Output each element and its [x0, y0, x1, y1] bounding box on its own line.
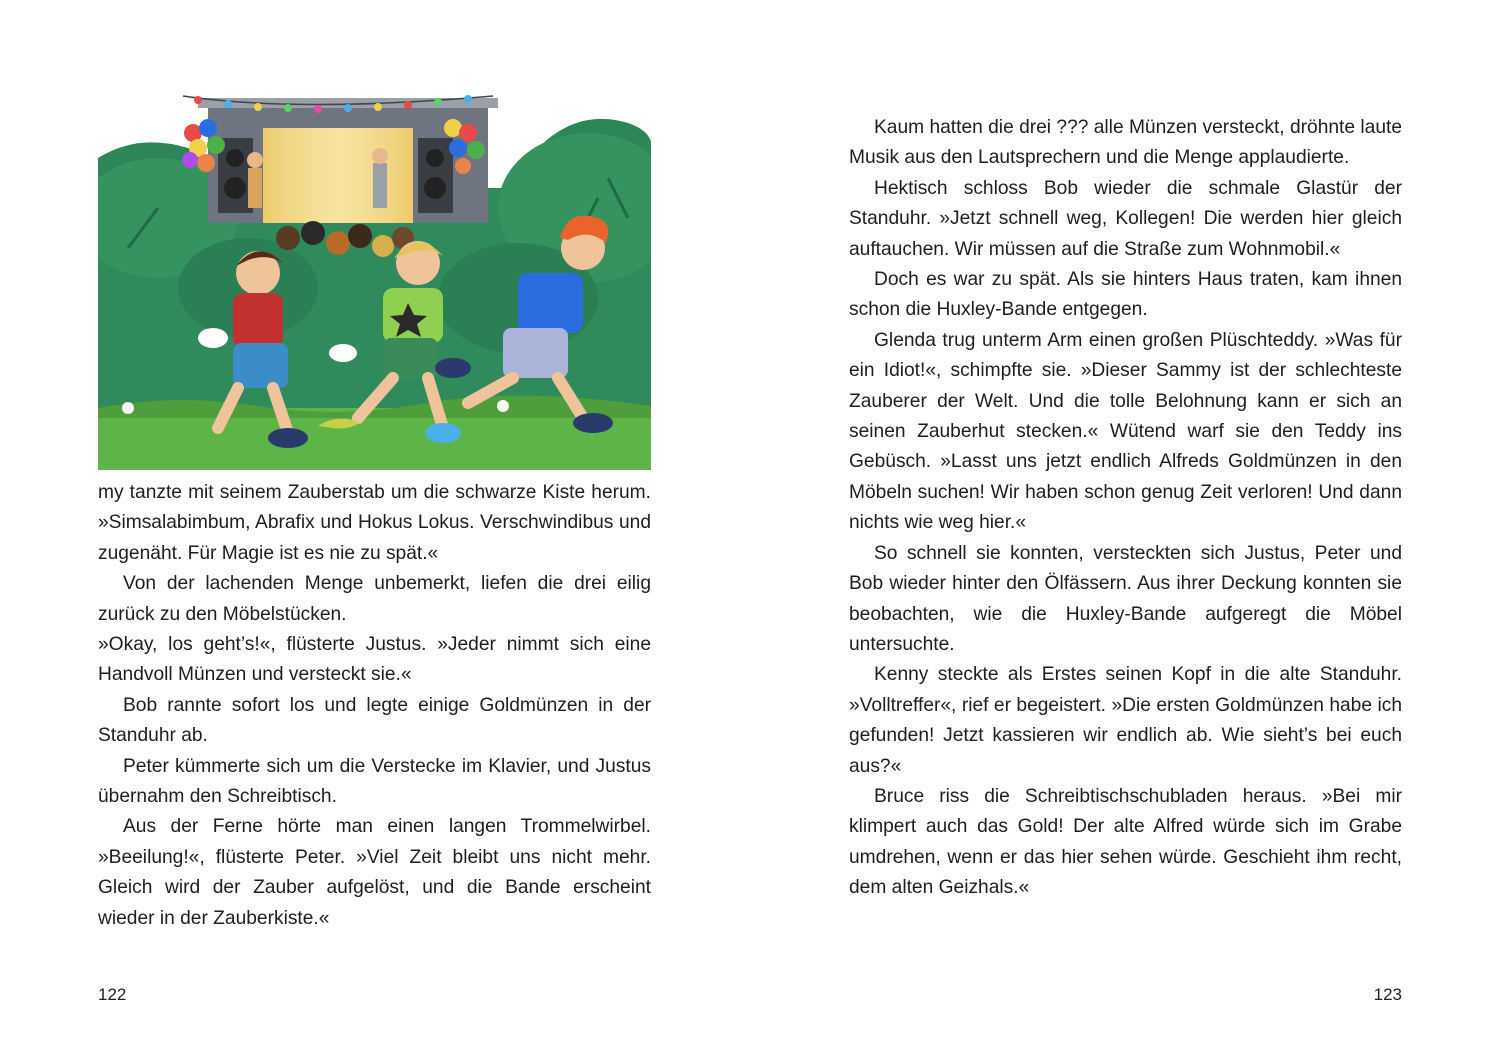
paragraph: Glenda trug unterm Arm einen großen Plüschteddy. »Was für ein Idiot!«, schimpfte sie. »Dieser Sammy ist der schlechteste Zauberer der Welt. Und die tolle Belohnung kann er sich an seinen Zauberhut stecken.« Wütend warf sie den Teddy ins Gebüsch. »Lasst uns jetzt endlich Alfreds Goldmünzen in den Möbeln suchen! Wir haben schon genug Zeit verloren! Und dann nichts wie weg hier.« [849, 329, 1402, 534]
paragraph: Peter kümmerte sich um die Verstecke im Klavier, und Justus übernahm den Schreibtisch. [98, 755, 651, 808]
paragraph: my tanzte mit seinem Zauberstab um die schwarze Kiste herum. »Simsalabimbum, Abrafix und Hokus Lokus. Verschwindibus und zugenäht. Für Magie ist es nie zu spät.« [98, 482, 651, 564]
page-number-left: 122 [98, 985, 127, 1004]
paragraph: Von der lachenden Menge unbemerkt, liefen die drei eilig zurück zu den Möbelstücken. [98, 573, 651, 625]
paragraph: So schnell sie konnten, versteckten sich Justus, Peter und Bob wieder hinter den Ölfässern. Aus ihrer Deckung konnten sie beobachten, wie die Huxley-Bande aufgeregt die Möbel untersuchte. [849, 542, 1402, 655]
right-page-text [849, 113, 1402, 904]
left-page-text [98, 478, 651, 934]
paragraph: Bruce riss die Schreibtischschubladen heraus. »Bei mir klimpert auch das Gold! Der alte Alfred würde sich im Grabe umdrehen, wenn er das hier sehen würde. Geschieht ihm recht, dem alten Geizhals.« [849, 785, 1402, 899]
paragraph: »Okay, los geht’s!«, flüsterte Justus. »Jeder nimmt sich eine Handvoll Münzen und versteckt sie.« [98, 634, 651, 686]
page-number-right: 123 [1373, 985, 1402, 1004]
paragraph: Kaum hatten die drei ??? alle Münzen versteckt, dröhnte laute Musik aus den Lautsprechern und die Menge applaudierte. [849, 117, 1402, 169]
paragraph: Hektisch schloss Bob wieder die schmale Glastür der Standuhr. »Jetzt schnell weg, Kollegen! Die werden hier gleich auftauchen. Wir müssen auf die Straße zum Wohnmobil.« [849, 177, 1402, 260]
paragraph: Kenny steckte als Erstes seinen Kopf in die alte Standuhr. »Volltreffer«, rief er begeistert. »Die ersten Goldmünzen habe ich gefunden! Jetzt kassieren wir endlich ab. Wie sieht’s bei euch aus?« [849, 664, 1402, 777]
paragraph: Doch es war zu spät. Als sie hinters Haus traten, kam ihnen schon die Huxley-Bande entgegen. [849, 269, 1402, 321]
illustration-boys-running-from-stage [98, 88, 651, 470]
paragraph: Aus der Ferne hörte man einen langen Trommelwirbel. »Beeilung!«, flüsterte Peter. »Viel Zeit bleibt uns nicht mehr. Gleich wird der Zauber aufgelöst, und die Bande erscheint wieder in der Zauberkiste.« [98, 816, 651, 929]
right-page [750, 0, 1500, 1061]
paragraph: Bob rannte sofort los und legte einige Goldmünzen in der Standuhr ab. [98, 694, 651, 747]
